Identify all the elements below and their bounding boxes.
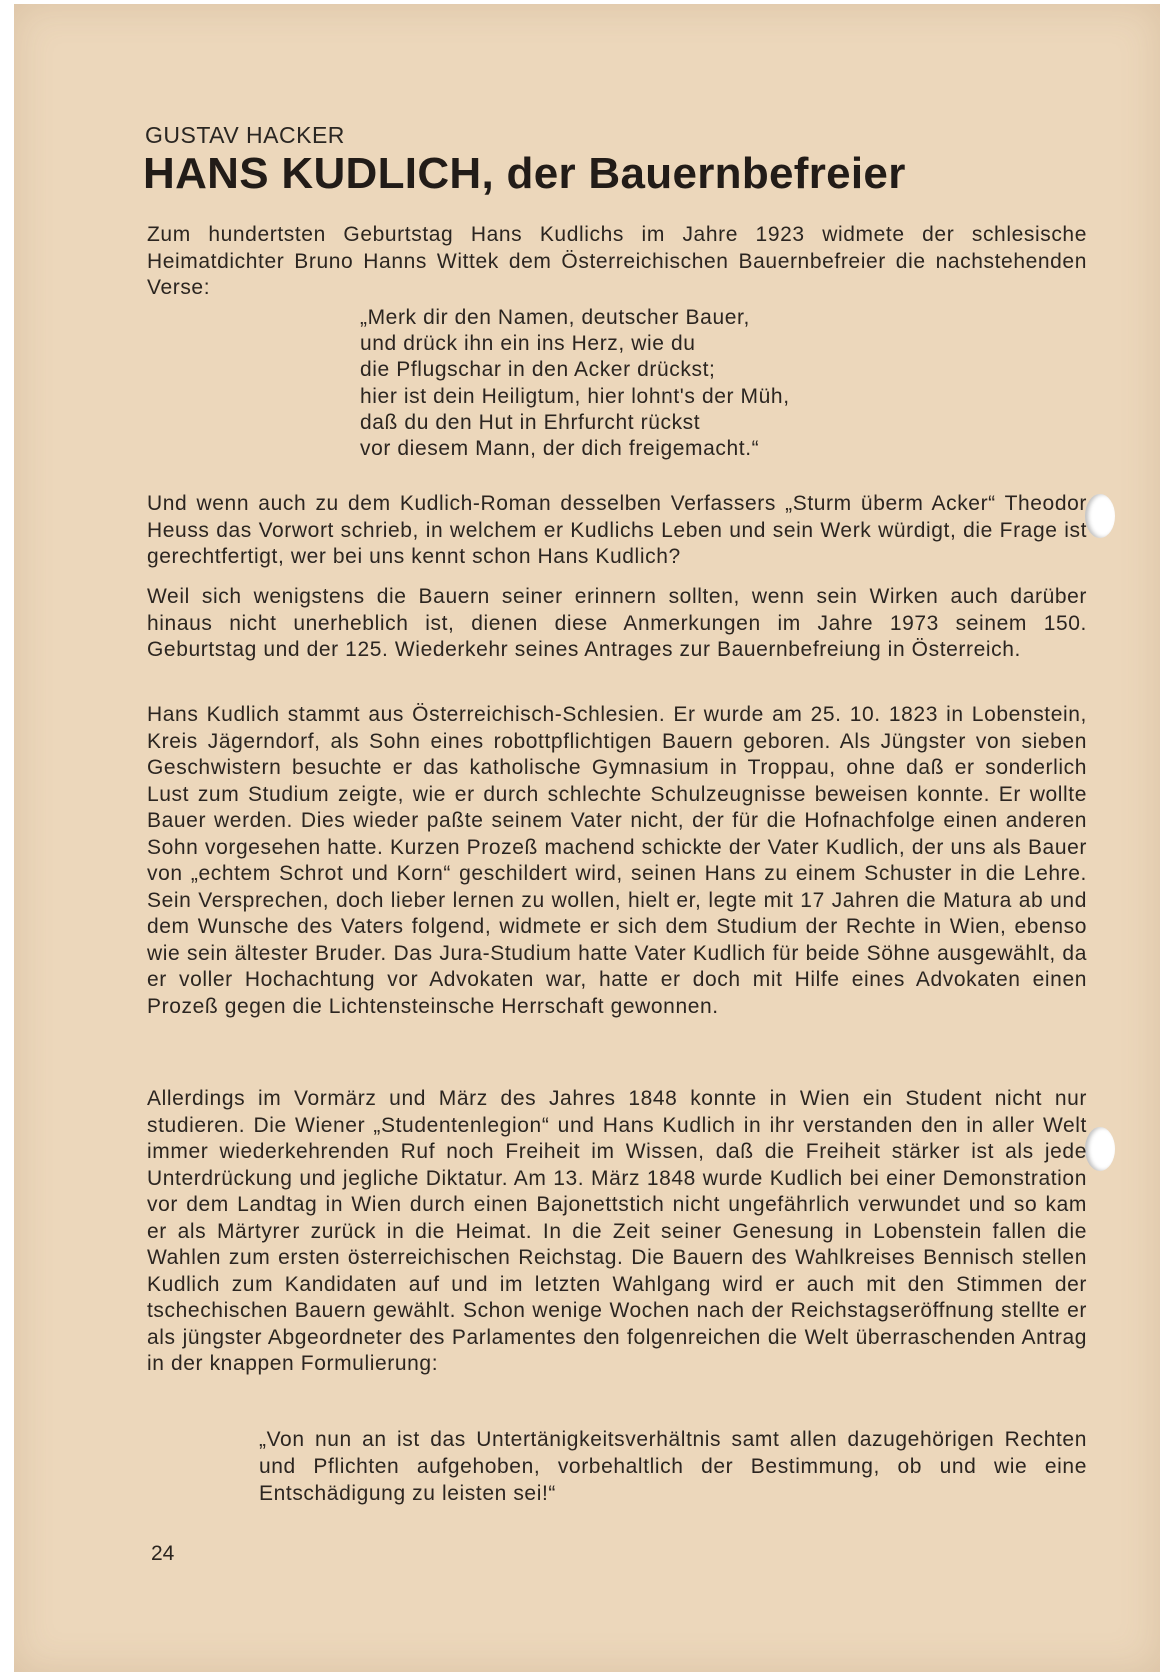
article-title: HANS KUDLICH, der Bauernbefreier: [143, 149, 906, 198]
intro-paragraph: Zum hundertsten Geburtstag Hans Kudlichs im Jahre 1923 widmete der schlesische Heimatdichter Bruno Hanns Wittek dem Österreichischen Bauernbefreier die nachstehenden Verse:: [147, 223, 1087, 299]
verse-line: die Pflugschar in den Acker drückst;: [360, 358, 716, 382]
punch-hole-upper: [1085, 494, 1115, 538]
verse-line: und drück ihn ein ins Herz, wie du: [360, 332, 696, 356]
punch-hole-lower: [1085, 1127, 1115, 1171]
body-paragraph: Hans Kudlich stammt aus Österreichisch-Schlesien. Er wurde am 25. 10. 1823 in Lobenstein, Kreis Jägerndorf, als Sohn eines robottpflichtigen Bauern geboren. Als Jüngster von sieben Geschwistern besuchte er das katholische Gymnasium in Troppau, ohne daß er sonderlich Lust zum Studium zeigte, wie er durch schlechte Schulzeugnisse beweisen konnte. Er wollte Bauer werden. Dies wieder paßte seinem Vater nicht, der für die Hofnachfolge einen anderen Sohn vorgesehen hatte. Kurzen Prozeß machend schickte der Vater Kudlich, der uns als Bauer von „echtem Schrot und Korn“ geschildert wird, seinen Hans zu einem Schuster in die Lehre. Sein Versprechen, doch lieber lernen zu wollen, hielt er, legte mit 17 Jahren die Matura ab und dem Wunsche des Vaters folgend, widmete er sich dem Studium der Rechte in Wien, ebenso wie sein ältester Bruder. Das Jura-Studium hatte Vater Kudlich für beide Söhne ausgewählt, da er voller Hochachtung vor Advokaten war, hatte er doch mit Hilfe eines Advokaten einen Prozeß gegen die Lichtensteinsche Herrschaft gewonnen.: [147, 703, 1087, 1018]
verse-line: hier ist dein Heiligtum, hier lohnt's der Müh,: [360, 384, 790, 408]
magazine-page: [14, 4, 1160, 1672]
poem-verse: [360, 305, 790, 462]
motion-quote: „Von nun an ist das Untertänigkeitsverhältnis samt allen dazugehörigen Rechten und Pflichten aufgehoben, vorbehaltlich der Bestimmung, ob und wie eine Entschädigung zu leisten sei!“: [259, 1428, 1087, 1505]
verse-line: daß du den Hut in Ehrfurcht rückst: [360, 410, 701, 434]
body-paragraph: Weil sich wenigstens die Bauern seiner erinnern sollten, wenn sein Wirken auch darüber hinaus nicht unerheblich ist, dienen diese Anmerkungen im Jahre 1973 seinem 150. Geburtstag und der 125. Wiederkehr seines Antrages zur Bauernbefreiung in Österreich.: [147, 585, 1087, 661]
body-paragraph: Und wenn auch zu dem Kudlich-Roman desselben Verfassers „Sturm überm Acker“ Theodor Heuss das Vorwort schrieb, in welchem er Kudlichs Leben und sein Werk würdigt, die Frage ist gerechtfertigt, wer bei uns kennt schon Hans Kudlich?: [147, 492, 1087, 568]
body-paragraph: Allerdings im Vormärz und März des Jahres 1848 konnte in Wien ein Student nicht nur studieren. Die Wiener „Studentenlegion“ und Hans Kudlich in ihr verstanden den in aller Welt immer wiederkehrenden Ruf noch Freiheit im Wissen, daß die Freiheit stärker ist als jede Unterdrückung und jegliche Diktatur. Am 13. März 1848 wurde Kudlich bei einer Demonstration vor dem Landtag in Wien durch einen Bajonettstich nicht ungefährlich verwundet und so kam er als Märtyrer zurück in die Heimat. In die Zeit seiner Genesung in Lobenstein fallen die Wahlen zum ersten österreichischen Reichstag. Die Bauern des Wahlkreises Bennisch stellen Kudlich zum Kandidaten auf und im letzten Wahlgang wird er auch mit den Stimmen der tschechischen Bauern gewählt. Schon wenige Wochen nach der Reichstagseröffnung stellte er als jüngster Abgeordneter des Parlamentes den folgenreichen die Welt überraschenden Antrag in der knappen Formulierung:: [147, 1087, 1087, 1375]
verse-line: vor diesem Mann, der dich freigemacht.“: [360, 437, 760, 461]
verse-line: „Merk dir den Namen, deutscher Bauer,: [360, 306, 750, 329]
page-number: 24: [151, 1542, 175, 1565]
article-author: GUSTAV HACKER: [145, 122, 345, 148]
